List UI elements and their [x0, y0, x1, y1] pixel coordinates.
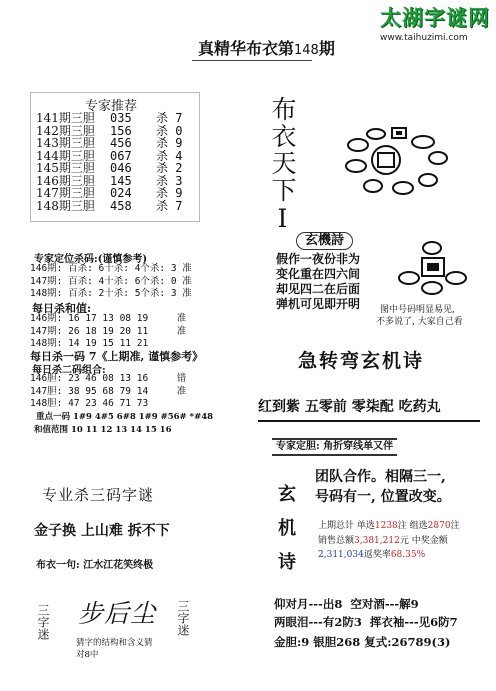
- two-code-row: 147胆: 38 95 68 79 14 准: [30, 385, 187, 397]
- position-kill-row: 146期: 百杀: 6十杀: 4个杀: 3 准: [30, 263, 192, 274]
- daily-sum-row: 147期: 26 18 19 20 11 准: [30, 325, 187, 337]
- daily-sum-row: 148期: 14 19 15 11 21: [30, 338, 149, 349]
- recommend-row: [36, 112, 196, 125]
- stats-line-1: [318, 518, 460, 531]
- two-code-rows: [30, 373, 186, 411]
- key-points: 重点一码 1#9 4#5 6#8 1#9 #56# *#48: [36, 412, 214, 422]
- expert-position-heading: 专家定位杀码:(谨慎参考): [34, 254, 148, 265]
- buyi-illustration: [328, 120, 458, 200]
- xuanji-line-1: 团队合作。相隔三一,: [315, 469, 446, 485]
- daily-sum-heading: 每日杀和值:: [32, 302, 92, 315]
- two-code-heading: 每日杀二码组合:: [32, 365, 106, 376]
- recommend-period: 141期三胆: [36, 111, 95, 125]
- two-code-row: 148胆: 47 23 46 71 73: [30, 398, 149, 409]
- stat3-rate: 68.35%: [390, 550, 426, 560]
- title-divider: [192, 60, 312, 61]
- stat1-single: 1238: [374, 521, 398, 531]
- title-prefix: 真精华布衣第: [198, 39, 295, 58]
- two-code-row: 146胆: 23 46 08 13 16 错: [30, 373, 187, 384]
- logo-brand: 太湖字谜网: [380, 6, 490, 30]
- yangdui-line-2: 两眼泪---有2防3 挥衣袖---见6防7: [274, 615, 458, 629]
- stat2-sales: 3,381,212: [354, 536, 400, 546]
- stats-line-2: [318, 533, 448, 546]
- expert-decide-heading: 专家定胆: 角折穿线单又伴: [272, 438, 397, 456]
- recommend-nums: 035: [110, 111, 132, 125]
- sum-value-range: 和值范围 10 11 12 13 14 15 16: [34, 425, 172, 435]
- three-char-caption-2: 对8中: [76, 650, 99, 660]
- recommend-nums: 046: [110, 161, 132, 175]
- recommend-kill: 杀 0: [156, 123, 183, 138]
- recommend-nums: 145: [110, 173, 132, 188]
- xuanji-poem-heading: 玄機詩: [296, 232, 353, 250]
- daily-one-heading: 每日杀一码 7《上期准, 谨慎参考》: [30, 350, 204, 363]
- expert-recommend-heading: 专家推荐: [85, 99, 138, 114]
- daily-sum-row: 146期: 16 17 13 08 19 准: [30, 313, 187, 324]
- kill-three-title: 专业杀三码字谜: [42, 486, 155, 504]
- kill-three-riddle: 金子换 上山难 拆不下: [34, 523, 170, 539]
- three-char-right: 三字迷: [176, 600, 190, 636]
- recommend-kill: 杀 9: [156, 186, 183, 200]
- poem-note-2: 不多说了, 大家自己看: [376, 317, 463, 327]
- poem-note-1: 图中号码明显易见,: [380, 305, 455, 315]
- site-logo: [380, 2, 494, 43]
- xuanji-shi-label: 玄机诗: [278, 484, 296, 573]
- recommend-kill: 杀 9: [156, 136, 183, 150]
- expert-recommend-list: [36, 112, 196, 212]
- buyi-tianxia-title: 布衣天下I: [268, 96, 297, 235]
- recommend-row: [36, 137, 196, 150]
- recommend-kill: 杀 2: [156, 161, 183, 175]
- yangdui-line-1: 仰对月---出8 空对酒---解9: [274, 597, 419, 611]
- recommend-kill: 杀 4: [156, 148, 183, 163]
- recommend-kill: 杀 3: [156, 173, 183, 188]
- three-char-center: 步后尘: [78, 599, 157, 628]
- stat3-prize: 2,311,034: [318, 550, 364, 560]
- stat1-group: 2870: [427, 521, 451, 531]
- recommend-period: 144期三胆: [36, 148, 95, 163]
- stat1-prefix: 上期总计 单选: [318, 521, 375, 531]
- poem-illustration: [394, 238, 472, 298]
- poem-line: 假作一夜份非为: [276, 252, 361, 266]
- recommend-kill: 杀 7: [156, 111, 183, 125]
- stats-line-3: [318, 547, 425, 560]
- title-issue: 148: [294, 43, 319, 58]
- recommend-row: [36, 187, 196, 200]
- page-title: [198, 36, 335, 59]
- yangdui-line-3: 金胆:9 银胆268 复式:26789(3): [274, 635, 451, 649]
- stat1-mid: 注 组选: [397, 521, 428, 531]
- recommend-period: 146期三胆: [36, 173, 95, 188]
- position-kill-row: 147期: 百杀: 4十杀: 6个杀: 0 准: [30, 275, 192, 287]
- recommend-row: [36, 200, 196, 213]
- three-char-caption-1: 猜字的结构和含义猜: [76, 638, 153, 648]
- recommend-nums: 156: [110, 123, 132, 138]
- recommend-nums: 067: [110, 148, 132, 163]
- xuanji-poem-lines: [276, 252, 360, 312]
- position-kill-row: 148期: 百杀: 2十杀: 5个杀: 3 准: [30, 288, 192, 299]
- stat2-prefix: 销售总额: [318, 536, 355, 546]
- poem-line: 变化重在四六间: [276, 267, 361, 281]
- recommend-period: 145期三胆: [36, 161, 95, 175]
- xuanji-line-2: 号码有一, 位置改变。: [315, 489, 451, 505]
- stat3-mid: 返奖率: [363, 550, 391, 560]
- recommend-period: 148期三胆: [36, 198, 95, 213]
- recommend-row: [36, 162, 196, 175]
- daily-sum-rows: [30, 313, 186, 351]
- recommend-nums: 024: [110, 186, 132, 200]
- three-char-left: 三字迷: [36, 604, 50, 640]
- recommend-kill: 杀 7: [156, 198, 183, 213]
- recommend-period: 143期三胆: [36, 136, 95, 150]
- stat2-mid: 元 中奖金额: [399, 536, 448, 546]
- recommend-period: 142期三胆: [36, 123, 95, 138]
- jizhuanwan-title: 急转弯玄机诗: [298, 350, 425, 372]
- recommend-nums: 456: [110, 136, 132, 150]
- recommend-period: 147期三胆: [36, 186, 95, 200]
- logo-url: www.taihuzimi.com: [380, 33, 468, 43]
- stat1-suffix: 注: [450, 521, 460, 531]
- poem-line: 弹机可见即开明: [276, 297, 361, 311]
- title-suffix: 期: [318, 39, 335, 58]
- jizhuanwan-riddle: 红到紫 五零前 零柒配 吃药丸: [258, 399, 441, 415]
- poem-line: 却见四二在后面: [276, 282, 361, 296]
- position-kill-rows: [30, 263, 192, 301]
- recommend-nums: 458: [110, 198, 132, 213]
- riddle-underline: [258, 420, 480, 422]
- buyi-one-line: 布衣一句: 江水江花笑终极: [36, 560, 154, 571]
